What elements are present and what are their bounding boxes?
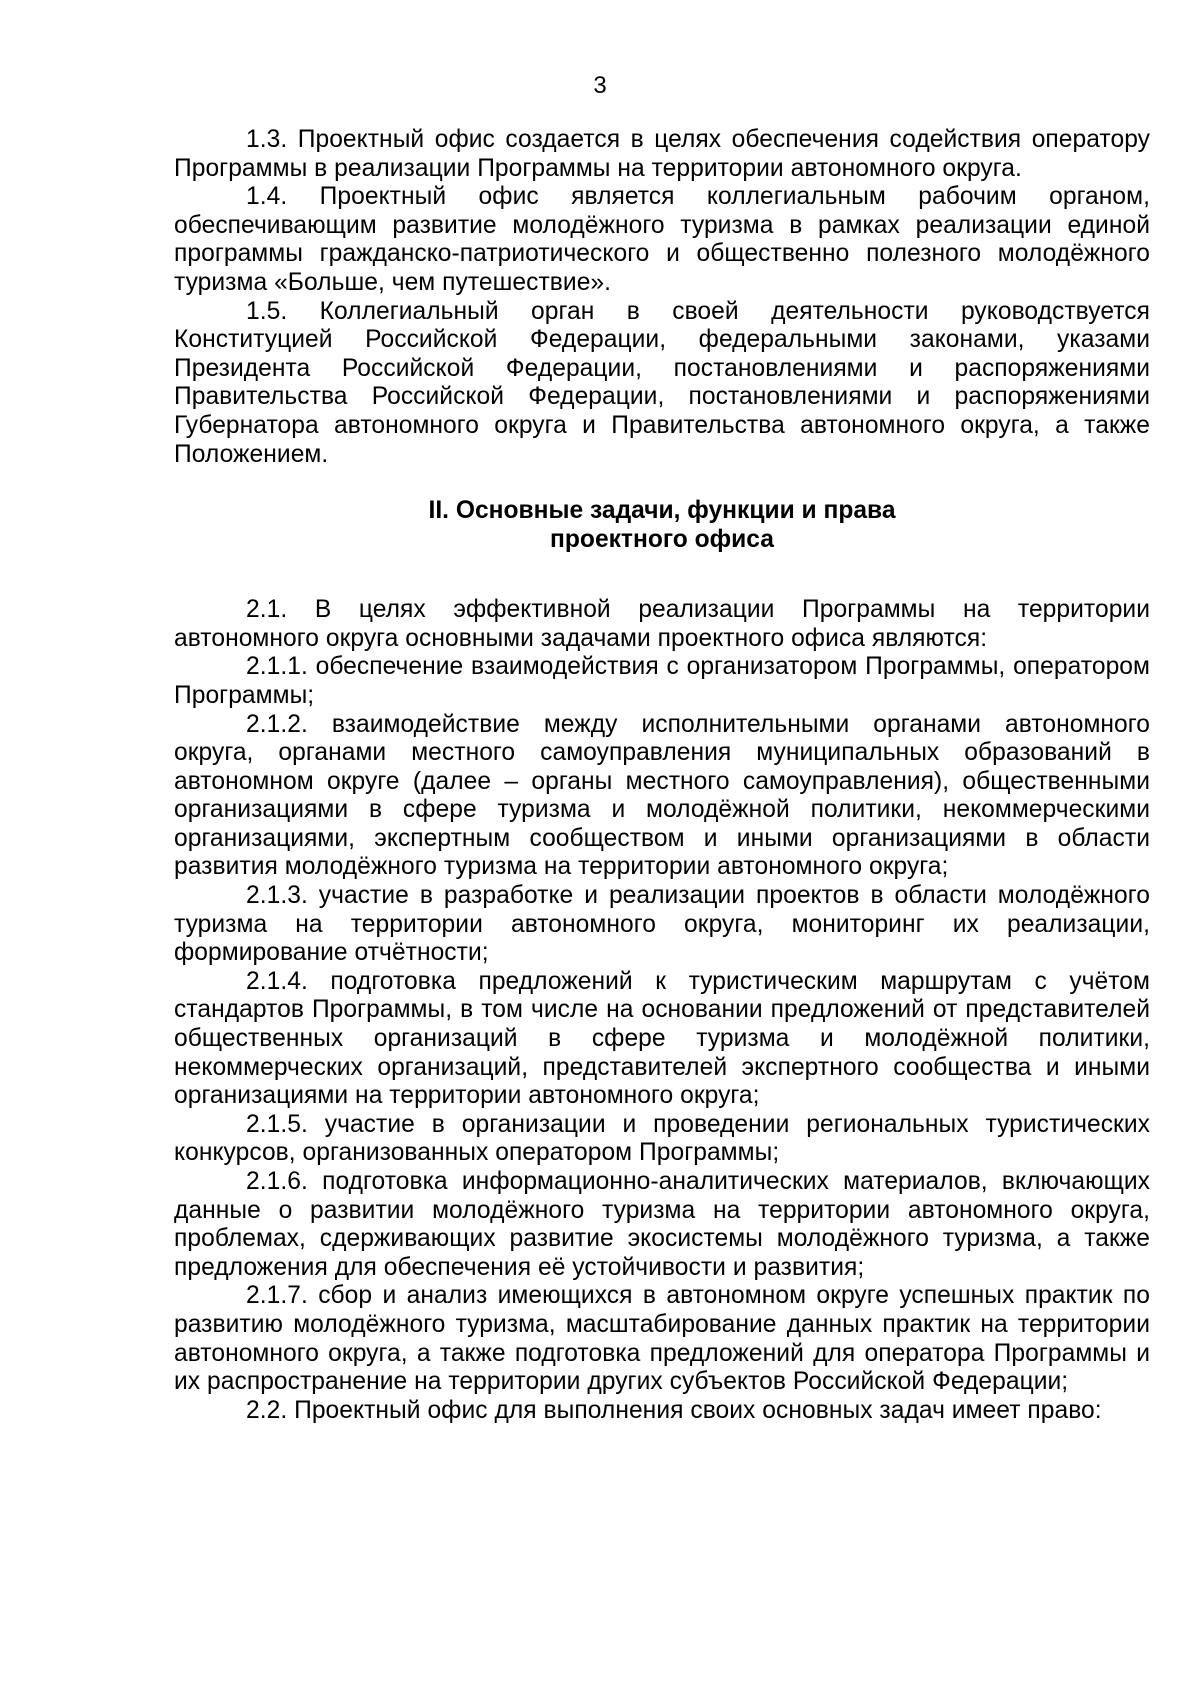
paragraph-2-1-6: 2.1.6. подготовка информационно-аналитических материалов, включающих данные о развитии молодёжного туризма на территории автономного округа, проблемах, сдерживающих развитие экосистемы молодёжного туризма, а также предложения для обеспечения её устойчивости и развития;: [174, 1168, 1150, 1281]
paragraph-1-3: 1.3. Проектный офис создается в целях обеспечения содействия оператору Программы в реализации Программы на территории автономного округа.: [174, 126, 1150, 182]
paragraph-2-1-5: 2.1.5. участие в организации и проведении региональных туристических конкурсов, организованных оператором Программы;: [174, 1110, 1150, 1167]
paragraph-2-1-7: 2.1.7. сбор и анализ имеющихся в автономном округе успешных практик по развитию молодёжного туризма, масштабирование данных практик на территории автономного округа, а также подготовка предложений для оператора Программы и их распространение на территории других субъектов Российской Федерации;: [174, 1282, 1150, 1396]
paragraph-1-5: 1.5. Коллегиальный орган в своей деятельности руководствуется Конституцией Российской Федерации, федеральными законами, указами Президента Российской Федерации, постановлениями и распоряжениями Правительства Российской Федерации, постановлениями и распоряжениями Губернатора автономного округа и Правительства автономного округа, а также Положением.: [174, 297, 1150, 468]
section-title-line-2: проектного офиса: [550, 526, 774, 554]
paragraph-2-1-2: 2.1.2. взаимодействие между исполнительными органами автономного округа, органами местного самоуправления муниципальных образований в автономном округе (далее – органы местного самоуправления), общественными организациями в сфере туризма и молодёжной политики, некоммерческими организациями, экспертным сообществом и иными организациями в области развития молодёжного туризма на территории автономного округа;: [174, 710, 1150, 881]
section-title: [174, 496, 1150, 554]
paragraph-2-2: 2.2. Проектный офис для выполнения своих основных задач имеет право:: [246, 1396, 1102, 1424]
paragraph-2-1-3: 2.1.3. участие в разработке и реализации проектов в области молодёжного туризма на территории автономного округа, мониторинг их реализации, формирование отчётности;: [174, 882, 1150, 967]
document-body: [174, 126, 1150, 1425]
paragraph-1-4: 1.4. Проектный офис является коллегиальным рабочим органом, обеспечивающим развитие молодёжного туризма в рамках реализации единой программы гражданско-патриотического и общественно полезного молодёжного туризма «Больше, чем путешествие».: [174, 183, 1150, 296]
paragraph-2-1: 2.1. В целях эффективной реализации Программы на территории автономного округа основными задачами проектного офиса являются:: [174, 596, 1150, 652]
page-number: 3: [593, 72, 607, 99]
section-title-line-1: II. Основные задачи, функции и права: [428, 497, 896, 525]
paragraph-2-1-4: 2.1.4. подготовка предложений к туристическим маршрутам с учётом стандартов Программы, в том числе на основании предложений от представителей общественных организаций в сфере туризма и молодёжной политики, некоммерческих организаций, представителей экспертного сообщества и иными организациями на территории автономного округа;: [174, 967, 1150, 1110]
paragraph-2-1-1: 2.1.1. обеспечение взаимодействия с организатором Программы, оператором Программы;: [174, 653, 1150, 709]
